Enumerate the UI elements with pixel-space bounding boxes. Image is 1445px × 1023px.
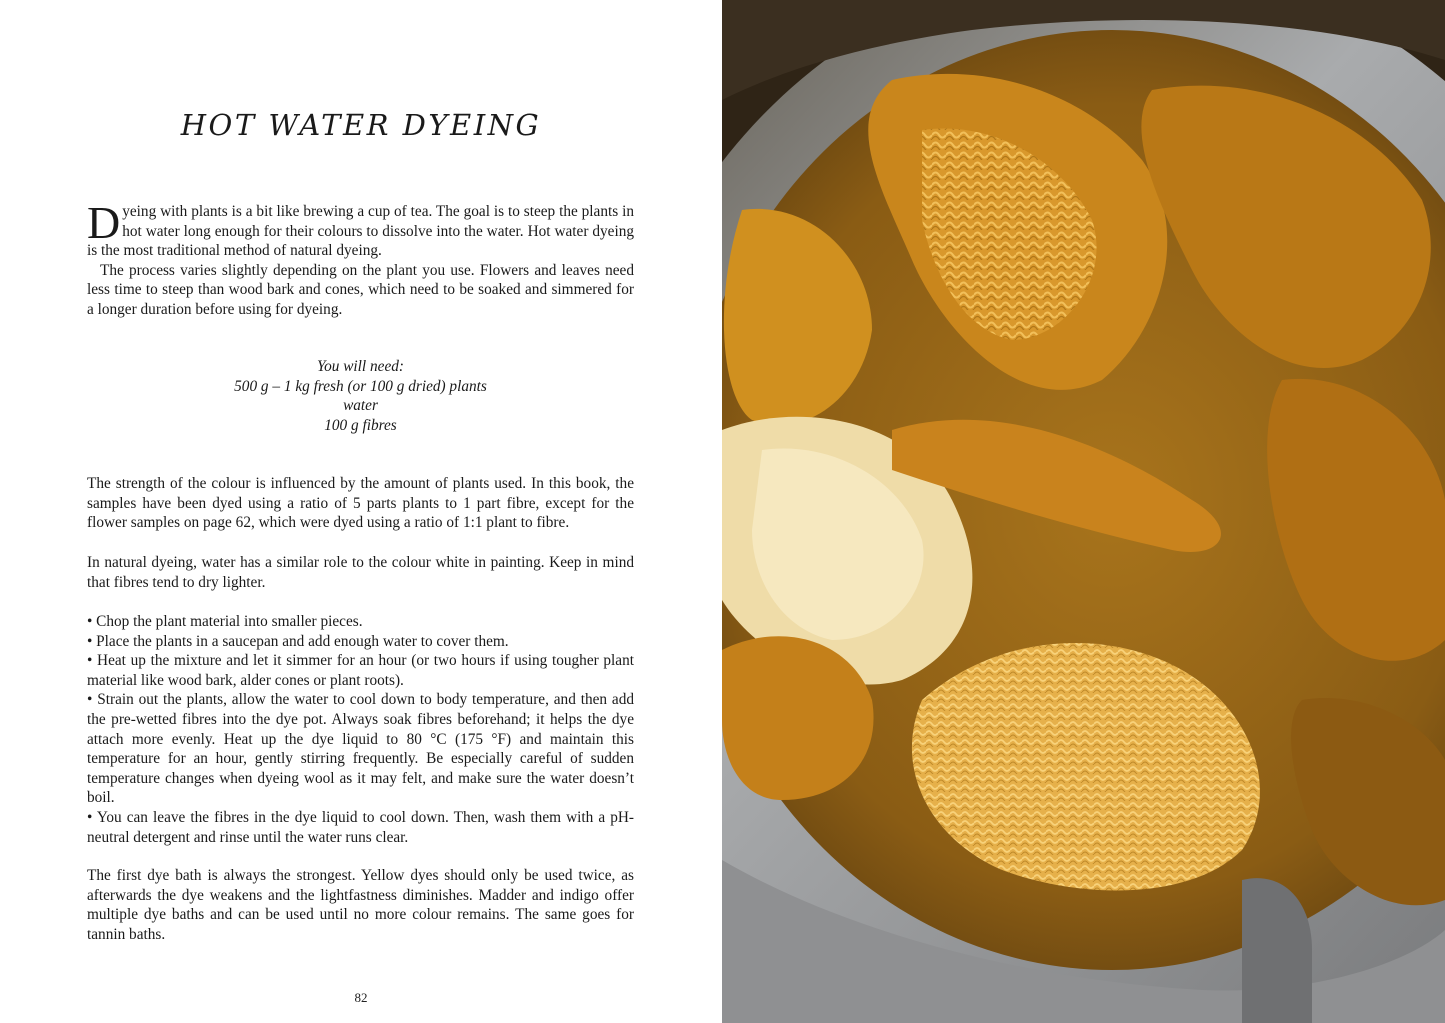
- intro-paragraph-1: [87, 197, 634, 261]
- drop-cap: D: [87, 197, 121, 248]
- body-strength: The strength of the colour is influenced by the amount of plants used. In this book, the samples have been dyed using a ratio of 5 parts plants to 1 part fibre, except for the flower samples on page 62, which were dyed using a ratio of 1:1 plant to fibre.: [87, 475, 634, 532]
- steps-list: [87, 612, 634, 847]
- dye-pot-illustration: [722, 0, 1445, 1023]
- need-item: 500 g – 1 kg fresh (or 100 g dried) plants: [234, 377, 487, 395]
- you-will-need-heading: You will need:: [317, 358, 404, 375]
- left-page: [0, 0, 722, 1023]
- page-title: HOT WATER DYEING: [180, 108, 542, 142]
- body-water: In natural dyeing, water has a similar role to the colour white in painting. Keep in mind that fibres tend to dry lighter.: [87, 554, 634, 591]
- intro-paragraph-1-text: yeing with plants is a bit like brewing a cup of tea. The goal is to steep the plants in hot water long enough for their colours to dissolve into the water. Hot water dyeing is the most traditional method of natural dyeing.: [87, 203, 634, 260]
- body-final: The first dye bath is always the strongest. Yellow dyes should only be used twice, as afterwards the dye weakens and the lightfastness diminishes. Madder and indigo offer multiple dye baths and can be used until no more colour remains. The same goes for tannin baths.: [87, 867, 634, 943]
- intro-text: [87, 197, 634, 320]
- step-item: • Heat up the mixture and let it simmer for an hour (or two hours if using tougher plant material like wood bark, alder cones or plant roots).: [87, 652, 634, 689]
- step-item: • Chop the plant material into smaller pieces.: [87, 613, 363, 630]
- intro-paragraph-2: The process varies slightly depending on the plant you use. Flowers and leaves need less time to steep than wood bark and cones, which need to be soaked and simmered for a longer duration before using for dyeing.: [87, 261, 634, 318]
- you-will-need-block: [87, 357, 634, 435]
- need-item: water: [343, 397, 378, 415]
- step-item: • Strain out the plants, allow the water to cool down to body temperature, and then add the pre-wetted fibres into the dye pot. Always soak fibres beforehand; it helps the dye attach more evenly. Heat up the dye liquid to 80 °C (175 °F) and maintain this temperature for an hour, gently stirring frequently. Be especially careful of sudden temperature changes when dyeing wool as it may felt, and make sure the water doesn’t boil.: [87, 691, 634, 807]
- step-item: • Place the plants in a saucepan and add enough water to cover them.: [87, 632, 509, 650]
- page-number: 82: [354, 990, 368, 1005]
- step-item: • You can leave the fibres in the dye liquid to cool down. Then, wash them with a pH-neutral detergent and rinse until the water runs clear.: [87, 808, 634, 846]
- dye-pot-photo: [722, 0, 1445, 1023]
- need-item: 100 g fibres: [324, 416, 397, 434]
